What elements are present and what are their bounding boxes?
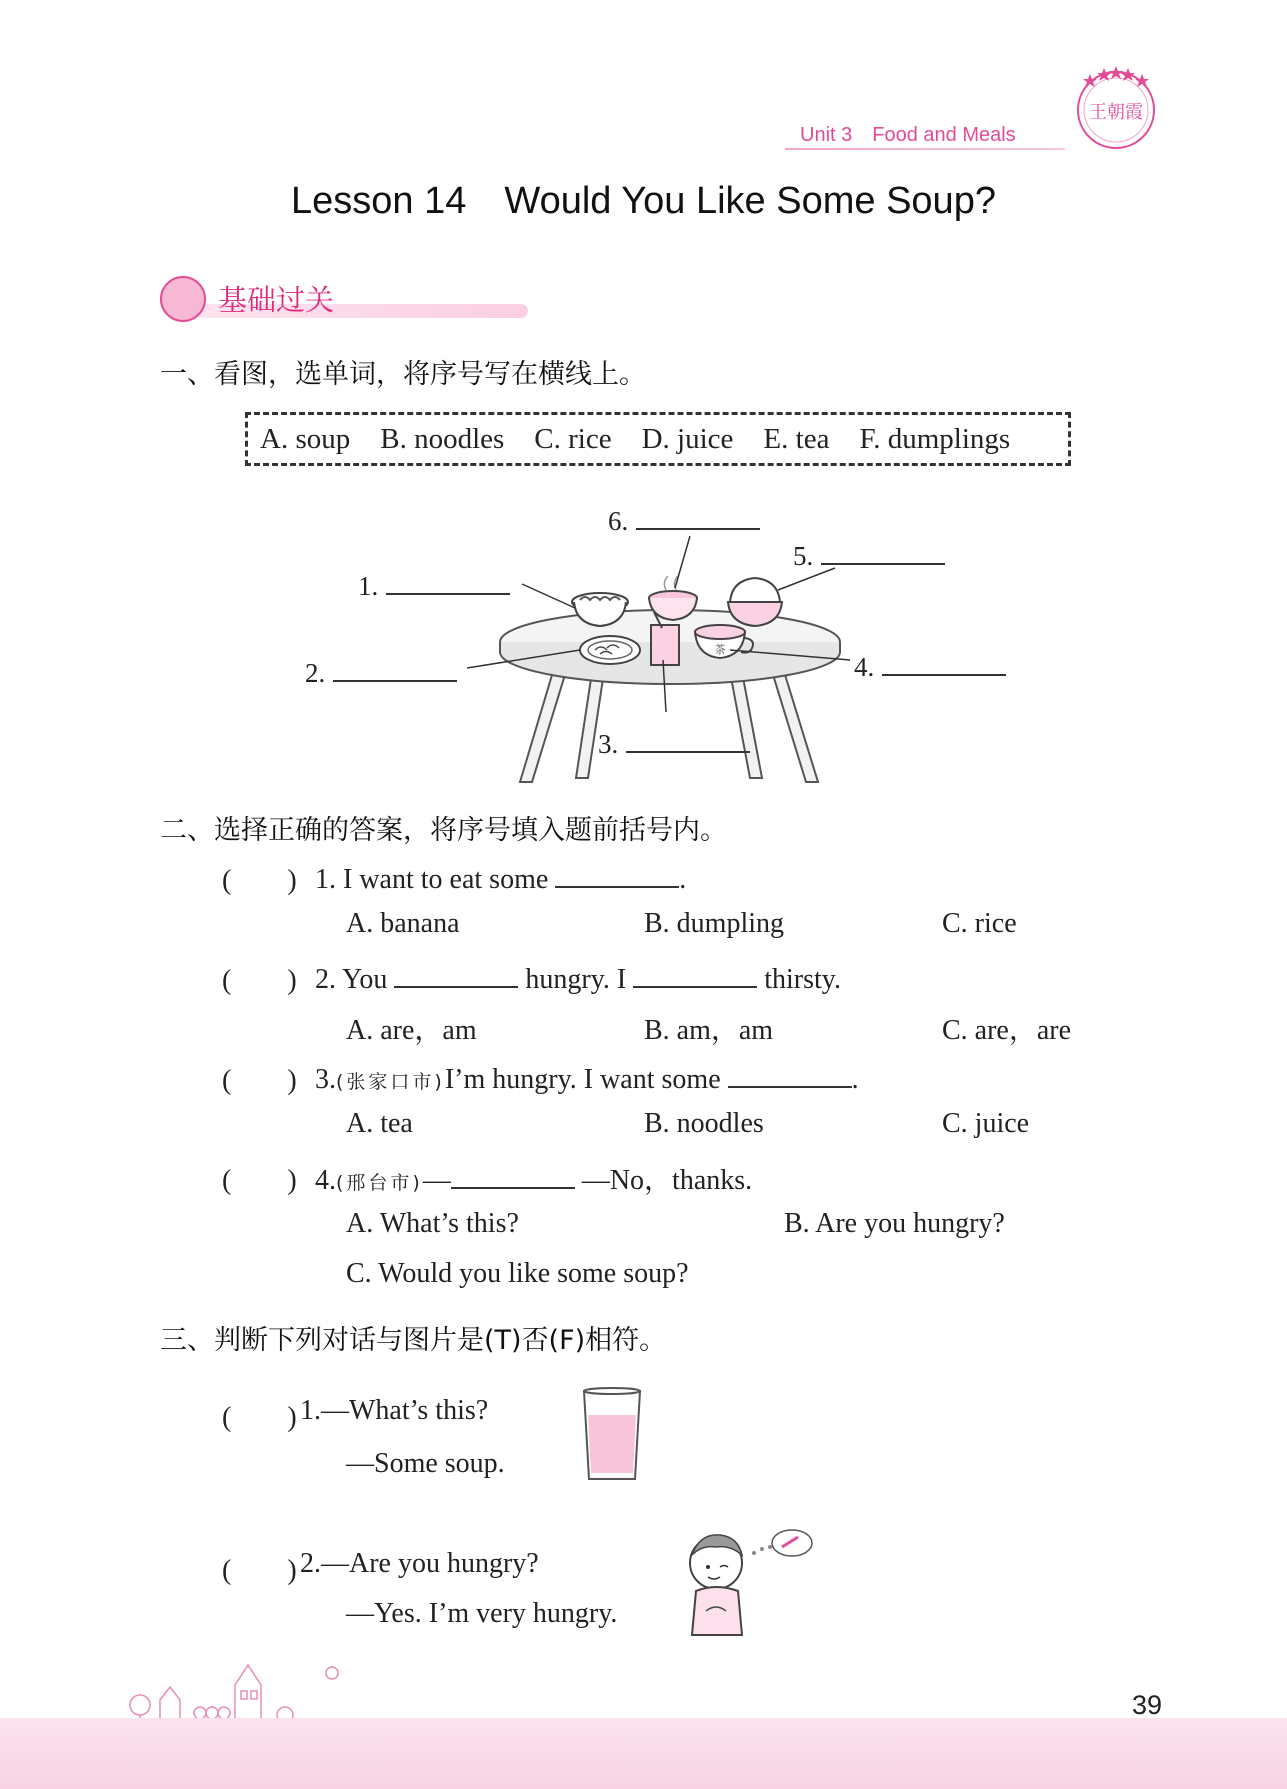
answer-paren[interactable]: ( ): [222, 965, 297, 996]
word-option: A. soup: [260, 423, 351, 455]
part1-heading: 一、看图，选单词，将序号写在横线上。: [160, 359, 646, 390]
footer-band: [0, 1718, 1287, 1789]
page-number: 39: [1132, 1690, 1163, 1720]
option-b[interactable]: B. noodles: [644, 1108, 764, 1139]
part3-heading: 三、判断下列对话与图片是(T)否(F)相符。: [160, 1325, 667, 1356]
unit-number: Unit 3: [800, 124, 853, 146]
fill-blank[interactable]: [728, 1058, 852, 1088]
lesson-title: [0, 180, 1287, 223]
label-4: 4.: [854, 646, 1006, 683]
option-c[interactable]: C. juice: [942, 1108, 1030, 1139]
rice-bowl-icon: [728, 578, 782, 626]
label-5: 5.: [793, 535, 945, 572]
answer-blank[interactable]: [636, 500, 760, 530]
publisher-logo: [1070, 60, 1162, 152]
word-bank: [245, 412, 1071, 466]
label-2: 2.: [305, 652, 457, 689]
label-6: 6.: [608, 500, 760, 537]
svg-text:茶: 茶: [714, 643, 726, 656]
dumplings-plate-icon: [580, 636, 640, 664]
answer-blank[interactable]: [882, 646, 1006, 676]
answer-paren[interactable]: ( ): [222, 1555, 297, 1586]
unit-topic: Food and Meals: [872, 124, 1016, 146]
lesson-number: Lesson 14: [291, 180, 467, 222]
dialog-3-1-line2: —Some soup.: [346, 1448, 505, 1479]
word-option: D. juice: [641, 423, 734, 455]
dialog-3-2-line2: —Yes. I’m very hungry.: [346, 1598, 618, 1629]
juice-glass-icon: [580, 1385, 644, 1485]
answer-blank[interactable]: [386, 565, 510, 595]
option-b[interactable]: B. Are you hungry?: [784, 1208, 1005, 1239]
question-2-4: 4.(邢台市)— —No，thanks.: [315, 1158, 752, 1198]
label-1: 1.: [358, 565, 510, 602]
header-divider: [785, 148, 1065, 150]
option-b[interactable]: B. dumpling: [644, 908, 785, 939]
option-c[interactable]: C. Would you like some soup?: [346, 1258, 689, 1289]
word-option: E. tea: [763, 423, 830, 455]
unit-header: [800, 124, 1016, 147]
option-a[interactable]: A. What’s this?: [346, 1208, 519, 1239]
dialog-3-2-line1: 2.—Are you hungry?: [300, 1548, 539, 1579]
footer-decoration: [120, 1645, 400, 1725]
section-label: 基础过关: [218, 283, 335, 317]
answer-paren[interactable]: ( ): [222, 1065, 297, 1096]
fill-blank[interactable]: [451, 1159, 575, 1189]
option-a[interactable]: A. tea: [346, 1108, 413, 1139]
hungry-boy-illustration: [680, 1525, 820, 1650]
option-b[interactable]: B. am，am: [644, 1015, 774, 1046]
word-option: F. dumplings: [859, 423, 1011, 455]
answer-paren[interactable]: ( ): [222, 1165, 297, 1196]
option-c[interactable]: C. are，are: [942, 1015, 1072, 1046]
soup-bowl-icon: [649, 576, 697, 620]
region-tag: (邢台市): [336, 1172, 423, 1194]
answer-blank[interactable]: [626, 723, 750, 753]
fill-blank[interactable]: [633, 958, 757, 988]
answer-blank[interactable]: [821, 535, 945, 565]
word-option: C. rice: [534, 423, 612, 455]
question-2-2: 2. You hungry. I thirsty.: [315, 958, 841, 996]
label-3: 3.: [598, 723, 750, 760]
lesson-name: Would You Like Some Soup?: [504, 180, 996, 222]
word-option: B. noodles: [380, 423, 505, 455]
girl-avatar-icon: [160, 276, 206, 322]
option-c[interactable]: C. rice: [942, 908, 1017, 939]
answer-blank[interactable]: [333, 652, 457, 682]
question-2-1: 1. I want to eat some .: [315, 858, 686, 896]
question-2-3: 3.(张家口市)I’m hungry. I want some .: [315, 1058, 859, 1096]
option-a[interactable]: A. are，am: [346, 1015, 477, 1046]
fill-blank[interactable]: [555, 858, 679, 888]
region-tag: (张家口市): [336, 1071, 445, 1093]
fill-blank[interactable]: [394, 958, 518, 988]
option-a[interactable]: A. banana: [346, 908, 460, 939]
answer-paren[interactable]: ( ): [222, 1402, 297, 1433]
answer-paren[interactable]: ( ): [222, 865, 297, 896]
part2-heading: 二、选择正确的答案，将序号填入题前括号内。: [160, 815, 727, 846]
svg-text:王朝霞: 王朝霞: [1089, 102, 1143, 123]
dialog-3-1-line1: 1.—What’s this?: [300, 1395, 489, 1426]
